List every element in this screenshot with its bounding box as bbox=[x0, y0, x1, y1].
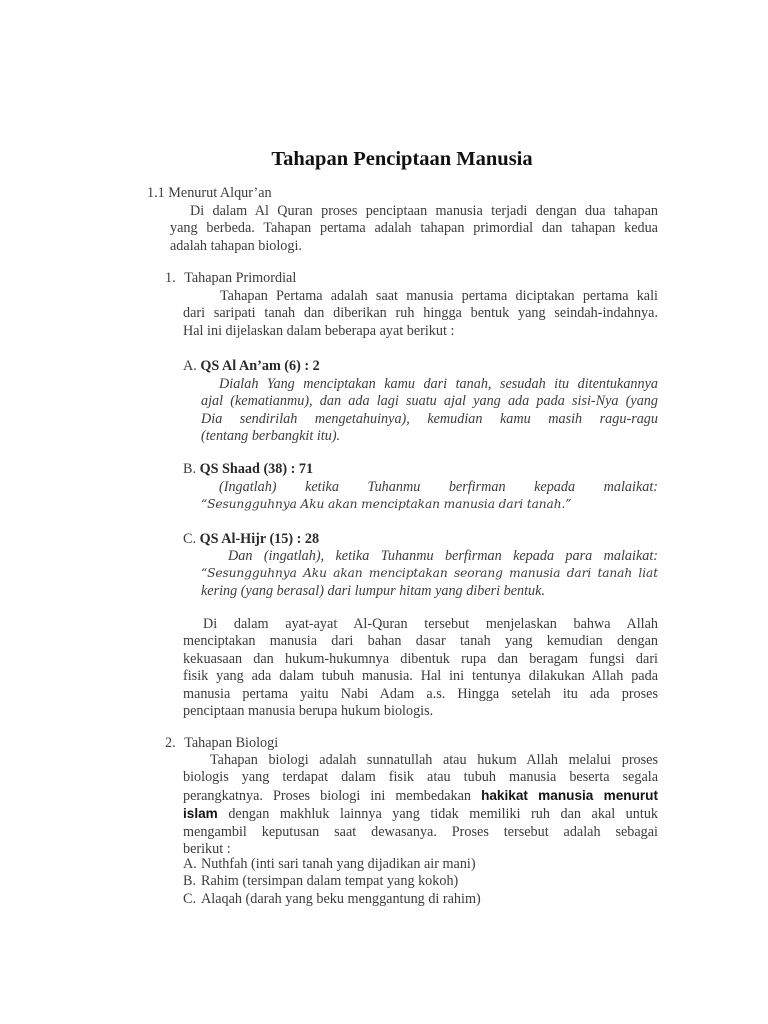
list-number: 2. bbox=[165, 735, 176, 751]
list-heading: Tahapan Biologi bbox=[184, 735, 279, 751]
section-intro bbox=[170, 203, 658, 255]
biologi-heading bbox=[165, 735, 278, 752]
para-line: Hal ini dijelaskan dalam beberapa ayat berikut : bbox=[183, 322, 455, 339]
stage-text: Nuthfah (inti sari tanah yang dijadikan air mani) bbox=[201, 856, 476, 872]
para-line: biologis yang terdapat dalam fisik atau tubuh manusia beserta segala bbox=[183, 769, 658, 786]
verse-reference: QS Shaad (38) : 71 bbox=[199, 461, 314, 477]
verse-c-text bbox=[201, 548, 658, 600]
verse-line: “Sesungguhnya Aku akan menciptakan seorang manusia dari tanah liat bbox=[201, 566, 658, 581]
summary-line: manusia pertama yaitu Nabi Adam a.s. Hingga setelah itu ada proses bbox=[183, 685, 658, 702]
stage-letter: B. bbox=[183, 873, 197, 890]
verse-reference: QS Al An’am (6) : 2 bbox=[200, 358, 320, 374]
verse-line: Dia sendirilah mengetahuinya), kemudian kamu masih ragu-ragu bbox=[201, 410, 658, 427]
intro-line: Di dalam Al Quran proses penciptaan manusia terjadi dengan dua tahapan bbox=[190, 203, 658, 219]
primordial-heading bbox=[165, 270, 296, 287]
para-text: perangkatnya. Proses biologi ini membedakan bbox=[183, 787, 472, 804]
para-line: mengambil keputusan saat dewasanya. Proses tersebut adalah sebagai bbox=[183, 823, 658, 840]
verse-b-text bbox=[201, 479, 658, 514]
stage-text: Rahim (tersimpan dalam tempat yang kokoh) bbox=[201, 873, 459, 890]
verse-line: “Sesungguhnya Aku akan menciptakan manusia dari tanah.” bbox=[201, 497, 572, 512]
stage-letter: C. bbox=[183, 890, 197, 907]
hakikat-manusia-link-cont[interactable]: islam bbox=[183, 806, 218, 822]
biologi-stages-list bbox=[183, 856, 658, 908]
list-number: 1. bbox=[165, 270, 176, 286]
verse-a-heading bbox=[183, 358, 320, 375]
para-line: Tahapan biologi adalah sunnatullah atau hukum Allah melalui proses bbox=[210, 752, 658, 768]
para-line-with-link bbox=[183, 787, 658, 805]
para-text: dengan makhluk lainnya yang tidak memiliki ruh dan akal untuk bbox=[228, 806, 659, 823]
verse-a-text bbox=[201, 376, 658, 446]
para-line-with-link bbox=[183, 805, 658, 823]
summary-line: penciptaan manusia berupa hukum biologis. bbox=[183, 703, 434, 720]
verse-reference: QS Al-Hijr (15) : 28 bbox=[199, 531, 320, 547]
para-line: Tahapan Pertama adalah saat manusia pertama diciptakan pertama kali bbox=[220, 288, 658, 304]
stage-item bbox=[183, 891, 658, 908]
summary-line: fisik yang ada dalam tubuh manusia. Hal ini tentunya dilakukan Allah pada bbox=[183, 668, 658, 685]
primordial-summary bbox=[183, 616, 658, 720]
verse-letter: B. bbox=[183, 461, 197, 477]
page-title: Tahapan Penciptaan Manusia bbox=[271, 148, 533, 170]
summary-line: kekuasaan dan hukum-hukumnya dibentuk rupa dan beragam fungsi dari bbox=[183, 650, 658, 667]
verse-letter: A. bbox=[183, 358, 197, 374]
verse-b-heading bbox=[183, 461, 313, 478]
biologi-paragraph bbox=[183, 752, 658, 858]
para-line: dari saripati tanah dan diberikan ruh hingga bentuk yang seindah-indahnya. bbox=[183, 305, 658, 322]
verse-line: (tentang berbangkit itu). bbox=[201, 428, 341, 445]
stage-letter: A. bbox=[183, 856, 197, 872]
summary-line: Di dalam ayat-ayat Al-Quran tersebut menjelaskan bahwa Allah bbox=[203, 616, 658, 632]
intro-line: yang berbeda. Tahapan pertama adalah tahapan primordial dan tahapan kedua bbox=[170, 220, 658, 237]
section-heading: 1.1 Menurut Alqur’an bbox=[147, 185, 272, 201]
verse-line: Dan (ingatlah), ketika Tuhanmu berfirman kepada para malaikat: bbox=[228, 548, 658, 564]
verse-line: Dialah Yang menciptakan kamu dari tanah, sesudah itu ditentukannya bbox=[219, 376, 658, 392]
stage-item bbox=[183, 873, 658, 890]
stage-text: Alaqah (darah yang beku menggantung di rahim) bbox=[201, 890, 481, 907]
verse-letter: C. bbox=[183, 531, 197, 547]
para-line: berikut : bbox=[183, 841, 231, 858]
verse-line: (Ingatlah) ketika Tuhanmu berfirman kepada malaikat: bbox=[219, 479, 658, 495]
verse-line: ajal (kematianmu), dan ada lagi suatu ajal yang ada pada sisi-Nya (yang bbox=[201, 393, 658, 410]
intro-line: adalah tahapan biologi. bbox=[170, 237, 302, 254]
primordial-paragraph bbox=[183, 288, 658, 340]
list-heading: Tahapan Primordial bbox=[184, 270, 297, 286]
verse-line: kering (yang berasal) dari lumpur hitam yang diberi bentuk. bbox=[201, 582, 545, 599]
verse-c-heading bbox=[183, 531, 319, 548]
summary-line: menciptakan manusia dari bahan dasar tanah yang kemudian dengan bbox=[183, 633, 658, 650]
stage-item bbox=[183, 856, 658, 873]
hakikat-manusia-link[interactable]: hakikat manusia menurut bbox=[481, 787, 658, 803]
